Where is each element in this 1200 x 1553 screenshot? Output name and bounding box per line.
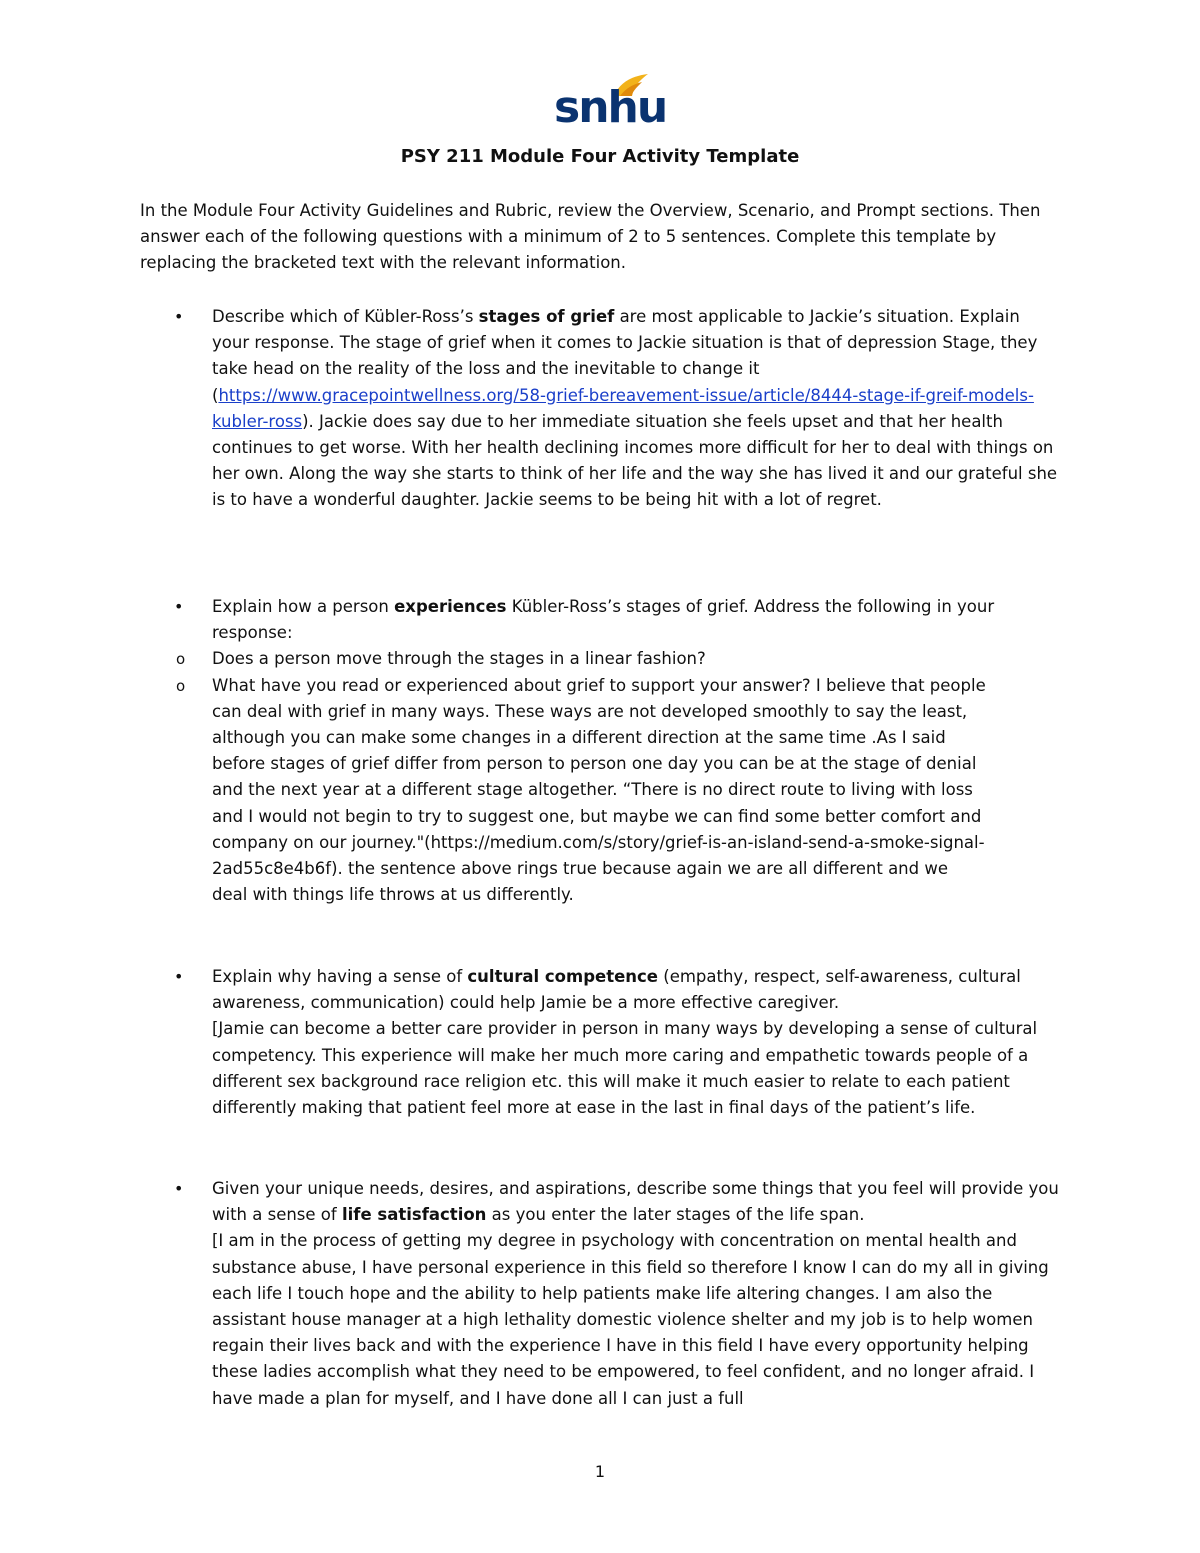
bullet-question-3 bbox=[140, 964, 1060, 1121]
bullet-marker: • bbox=[174, 597, 184, 616]
question-key-term: stages of grief bbox=[478, 307, 615, 326]
bullet-body bbox=[212, 964, 1060, 1121]
logo-wordmark: snhu bbox=[554, 82, 667, 133]
bullet-body bbox=[212, 594, 1060, 646]
sub-bullet-marker: o bbox=[176, 676, 186, 695]
question-key-term: experiences bbox=[394, 597, 507, 616]
sub-question-text: What have you read or experienced about grief to support your answer? I believe that people can deal with grief in many ways. These ways are not developed smoothly to say the least, although you can make some changes in a different direction at the same time .As I said before stages of grief differ from person to person one day you can be at the stage of denial and the next year at a different stage altogether. “There is no direct route to living with loss and I would not begin to try to suggest one, but maybe we can find some better comfort and company on our journey."(https://medium.com/s/story/grief-is-an-island-send-a-smoke-signal-2ad55c8e4b6f). the sentence above rings true because again we are all different and we deal with things life throws at us differently. bbox=[212, 675, 986, 905]
answer-text: The stage of grief when it comes to Jackie situation is that of depression Stage, they take head on the reality of the loss and the inevitable to change it ( bbox=[212, 333, 1038, 405]
answer-text: [Jamie can become a better care provider in person in many ways by developing a sense of cultural competency. This experience will make her much more caring and empathetic towards people of a different sex background race religion etc. this will make it much easier to relate to each patient differently making that patient feel more at ease in the last in final days of the patient’s life. bbox=[212, 1019, 1038, 1118]
bullet-marker: • bbox=[174, 307, 184, 326]
question-text: Given your unique needs, desires, and aspirations, describe some things that you feel will provide you with a sense of bbox=[212, 1179, 1059, 1225]
bullet-marker: • bbox=[174, 1179, 184, 1198]
bullet-body bbox=[212, 1176, 1060, 1412]
reference-link[interactable]: https://www.gracepointwellness.org/58-grief-bereavement-issue/article/8444-stage-if-greif-models-kubler-ross bbox=[212, 385, 1034, 431]
question-text: are most applicable to Jackie’s situation. Explain your response. bbox=[212, 307, 1020, 353]
bullet-question-1 bbox=[140, 304, 1060, 514]
question-text: Explain why having a sense of bbox=[212, 967, 468, 986]
question-text: (empathy, respect, self-awareness, cultural awareness, communication) could help Jamie be a more effective caregiver. bbox=[212, 967, 1021, 1013]
sub-bullet-marker: o bbox=[176, 650, 186, 669]
answer-text: ). Jackie does say due to her immediate situation she feels upset and that her health continues to get worse. With her health declining incomes more difficult for her to deal with things on her own. Along the way she starts to think of her life and the way she has lived it and our grateful she is to have a wonderful daughter. Jackie seems to be being hit with a lot of regret. bbox=[212, 411, 1058, 510]
sub-question-1 bbox=[176, 646, 988, 672]
snhu-logo bbox=[540, 74, 667, 134]
page-number: 1 bbox=[594, 1462, 606, 1481]
question-text: Explain how a person bbox=[212, 597, 395, 616]
bullet-marker: • bbox=[174, 967, 184, 986]
bullet-question-4 bbox=[140, 1176, 1060, 1412]
answer-text: [I am in the process of getting my degree in psychology with concentration on mental health and substance abuse, I have personal experience in this field so therefore I know I can do my all in giving each life I touch hope and the ability to help patients make life altering changes. I am also the assistant house manager at a high lethality domestic violence shelter and my job is to help women regain their lives back and with the experience I have in this field I have every opportunity helping these ladies accomplish what they need to be empowered, to feel confident, and no longer afraid. I have made a plan for myself, and I have done all I can just a full bbox=[212, 1231, 1049, 1408]
sub-question-text: Does a person move through the stages in a linear fashion? bbox=[212, 649, 706, 669]
sub-question-2 bbox=[176, 673, 988, 909]
page-title: PSY 211 Module Four Activity Template bbox=[400, 146, 800, 167]
question-text: Kübler-Ross’s stages of grief. Address the following in your response: bbox=[212, 597, 995, 643]
bullet-body bbox=[212, 304, 1060, 514]
intro-paragraph: In the Module Four Activity Guidelines and Rubric, review the Overview, Scenario, and Prompt sections. Then answer each of the following questions with a minimum of 2 to 5 sentences. Complete this template by replacing the bracketed text with the relevant information. bbox=[140, 201, 1041, 272]
question-key-term: cultural competence bbox=[467, 967, 659, 986]
question-text: as you enter the later stages of the life span. bbox=[486, 1205, 865, 1225]
question-key-term: life satisfaction bbox=[341, 1205, 487, 1225]
bullet-question-2 bbox=[140, 594, 1060, 908]
question-text: Describe which of Kübler-Ross’s bbox=[212, 307, 479, 326]
